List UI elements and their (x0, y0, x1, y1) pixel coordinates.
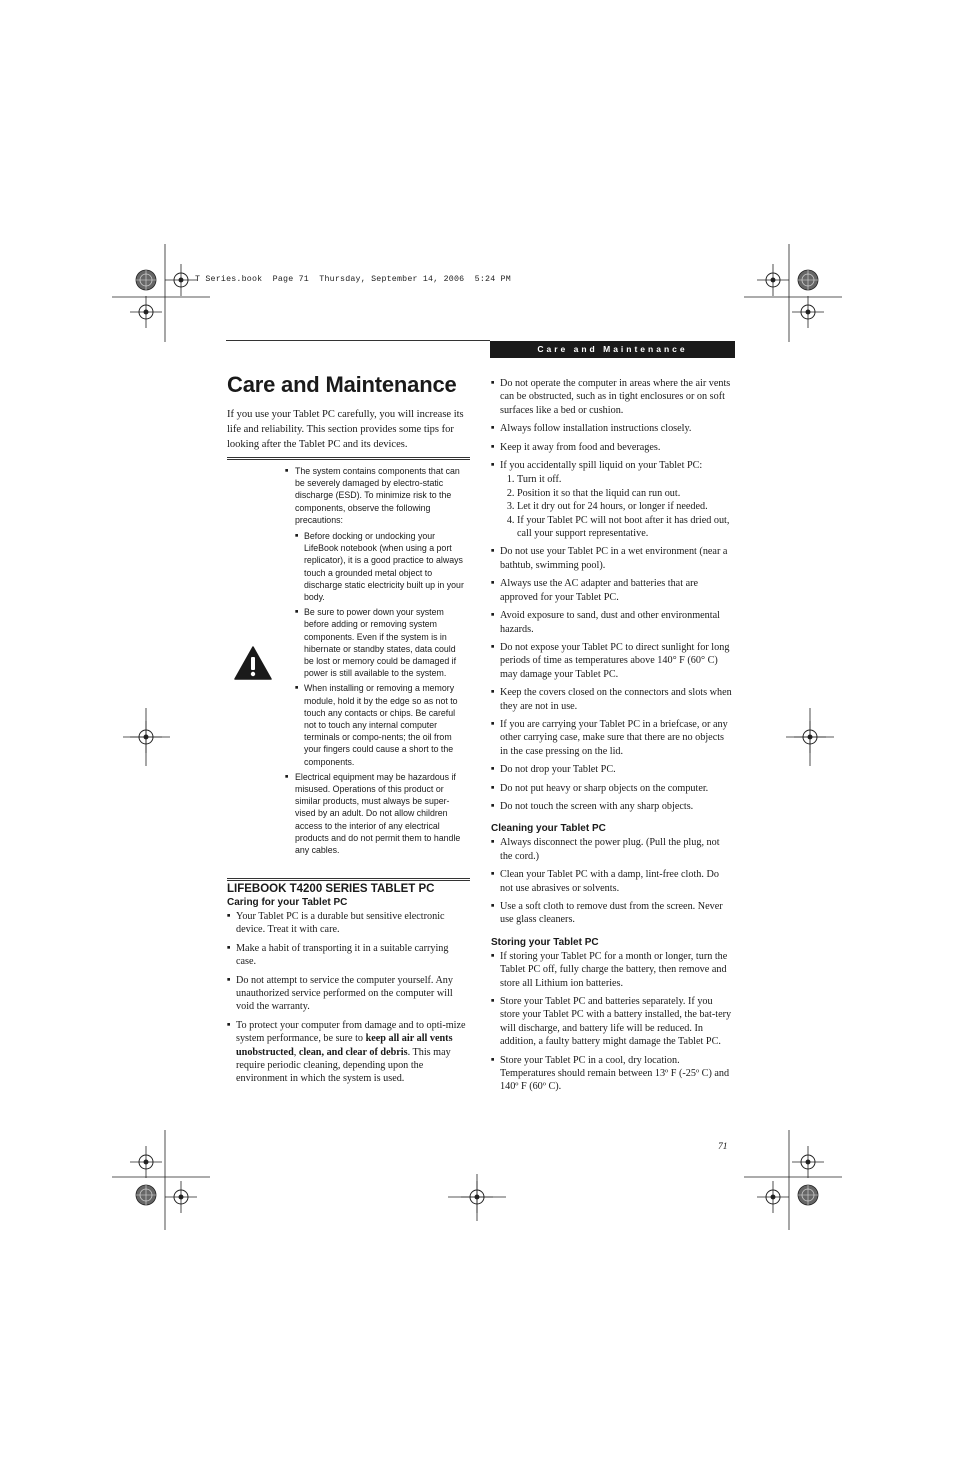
spill-steps (500, 473, 734, 540)
registration-target-icon (136, 270, 156, 290)
subhead-cleaning: Cleaning your Tablet PC (491, 823, 606, 835)
step: 4. If your Tablet PC will not boot after it has dried out, call your support representative. (517, 514, 734, 541)
caution-item-electrical: ■ Electrical equipment may be hazardous if misused. Operations of this product or similar products, must always be super-vised by an adult. Do not allow children access to the interior of any electrical products and do not permit them to handle any cables. (285, 771, 465, 856)
spill-text: If you accidentally spill liquid on your Tablet PC: (500, 460, 703, 472)
registration-mark-icon (792, 296, 824, 328)
caution-item-esd (285, 465, 465, 768)
list-item: ■ Avoid exposure to sand, dust and other environmental hazards. (491, 609, 734, 636)
page-title: Care and Maintenance (227, 372, 457, 397)
caution-list (285, 465, 465, 859)
warning-icon (234, 646, 272, 680)
subhead-storing: Storing your Tablet PC (491, 936, 599, 948)
list-item-protect (227, 1019, 470, 1086)
bold-run: clean, and clear of debris (298, 1046, 408, 1058)
subhead-caring: Caring for your Tablet PC (227, 897, 348, 908)
registration-target-icon (136, 1185, 156, 1205)
list-item: ■ Always disconnect the power plug. (Pull the plug, not the cord.) (491, 836, 734, 863)
list-item: ■ Make a habit of transporting it in a suitable carrying case. (227, 942, 470, 969)
list-item: ■ Do not attempt to service the computer yourself. Any unauthorized service performed on the computer will void the warranty. (227, 974, 470, 1014)
right-column (491, 377, 734, 1099)
list-item: ■ Do not touch the screen with any sharp objects. (491, 800, 734, 813)
section-title: LIFEBOOK T4200 SERIES TABLET PC (227, 883, 435, 895)
registration-target-icon (798, 270, 818, 290)
caution-subitem: ■ When installing or removing a memory module, hold it by the edge so as not to touch any contacts or chips. Be careful not to touch any internal computer terminals or compo-nents; the oil from your fingers could cause a short to the components. (295, 682, 465, 767)
caution-sublist (295, 530, 465, 768)
list-item: ■ Always follow installation instructions closely. (491, 422, 734, 435)
caring-list (227, 910, 470, 1086)
running-header: Care and Maintenance (490, 341, 735, 358)
text-run: , (293, 1046, 299, 1058)
step: 3. Let it dry out for 24 hours, or longer if needed. (517, 500, 734, 513)
caution-subitem: ■ Before docking or undocking your LifeBook notebook (when using a port replicator), it is a good practice to always touch a grounded metal object to discharge static electricity built up in your body. (295, 530, 465, 603)
caution-item-text: The system contains components that can be severely damaged by electro-static discharge (ESD). To minimize risk to the components, observe the following precautions: (295, 466, 460, 525)
intro-paragraph: If you use your Tablet PC carefully, you will increase its life and reliability. This section provides some tips for looking after the Tablet PC and its devices. (227, 409, 464, 450)
list-item: ■ Do not put heavy or sharp objects on the computer. (491, 782, 734, 795)
lifebook-section (227, 883, 470, 1091)
list-item: ■ Your Tablet PC is a durable but sensitive electronic device. Treat it with care. (227, 910, 470, 937)
registration-target-icon (798, 1185, 818, 1205)
list-item: ■ Store your Tablet PC in a cool, dry location. Temperatures should remain between 13º F (-25º C) and 140º F (60º C). (491, 1054, 734, 1094)
caution-subitem: ■ Be sure to power down your system before adding or removing system components. Even if the system is in hibernate or standby states, data could be lost or memory could be damaged if power is still available to the system. (295, 606, 465, 679)
list-item: ■ Do not operate the computer in areas where the air vents can be obstructed, such as in tight enclosures or on soft surfaces like a bed or cushion. (491, 377, 734, 417)
list-item: ■ Do not use your Tablet PC in a wet environment (near a bathtub, swimming pool). (491, 545, 734, 572)
step: 1. Turn it off. (517, 473, 734, 486)
caution-box (227, 457, 470, 881)
list-item: ■ Keep the covers closed on the connectors and slots when they are not in use. (491, 686, 734, 713)
list-item-spill (491, 459, 734, 540)
registration-mark-icon (130, 1146, 162, 1178)
list-item: ■ If you are carrying your Tablet PC in a briefcase, or any other carrying case, make sure that there are no objects in the case pressing on the lid. (491, 718, 734, 758)
list-item: ■ Store your Tablet PC and batteries separately. If you store your Tablet PC with a battery installed, the bat-tery will discharge, and battery life will be reduced. In addition, a faulty battery might damage the Tablet PC. (491, 995, 734, 1049)
cleaning-list (491, 836, 734, 926)
list-item: ■ Always use the AC adapter and batteries that are approved for your Tablet PC. (491, 577, 734, 604)
step: 2. Position it so that the liquid can run out. (517, 487, 734, 500)
registration-mark-icon (792, 1146, 824, 1178)
left-column (227, 372, 470, 452)
list-item: ■ Do not drop your Tablet PC. (491, 763, 734, 776)
header-rule (226, 340, 490, 341)
registration-mark-icon (757, 1181, 789, 1213)
registration-mark-icon (130, 296, 162, 328)
print-slug-line: T Series.book Page 71 Thursday, September 14, 2006 5:24 PM (195, 275, 511, 284)
registration-mark-icon (757, 264, 789, 296)
list-item: ■ Do not expose your Tablet PC to direct sunlight for long periods of time as temperatures above 140° F (60° C) may damage your Tablet PC. (491, 641, 734, 681)
text-run: To protect your computer from damage and to opti-mize system performance, be sure to (236, 1019, 466, 1045)
text-run: . This may require periodic cleaning, depending upon the environment in which the system is used. (236, 1046, 451, 1085)
precautions-list (491, 377, 734, 813)
list-item: ■ Keep it away from food and beverages. (491, 441, 734, 454)
list-item: ■ Use a soft cloth to remove dust from the screen. Never use glass cleaners. (491, 900, 734, 927)
list-item: ■ If storing your Tablet PC for a month or longer, turn the Tablet PC off, fully charge the battery, then remove and store all Lithium ion batteries. (491, 950, 734, 990)
page-number: 71 (718, 1142, 728, 1152)
storing-list (491, 950, 734, 1094)
registration-mark-icon (165, 264, 197, 296)
list-item: ■ Clean your Tablet PC with a damp, lint-free cloth. Do not use abrasives or solvents. (491, 868, 734, 895)
registration-mark-icon (165, 1181, 197, 1213)
bold-run: keep all air all vents unobstructed (236, 1033, 453, 1058)
